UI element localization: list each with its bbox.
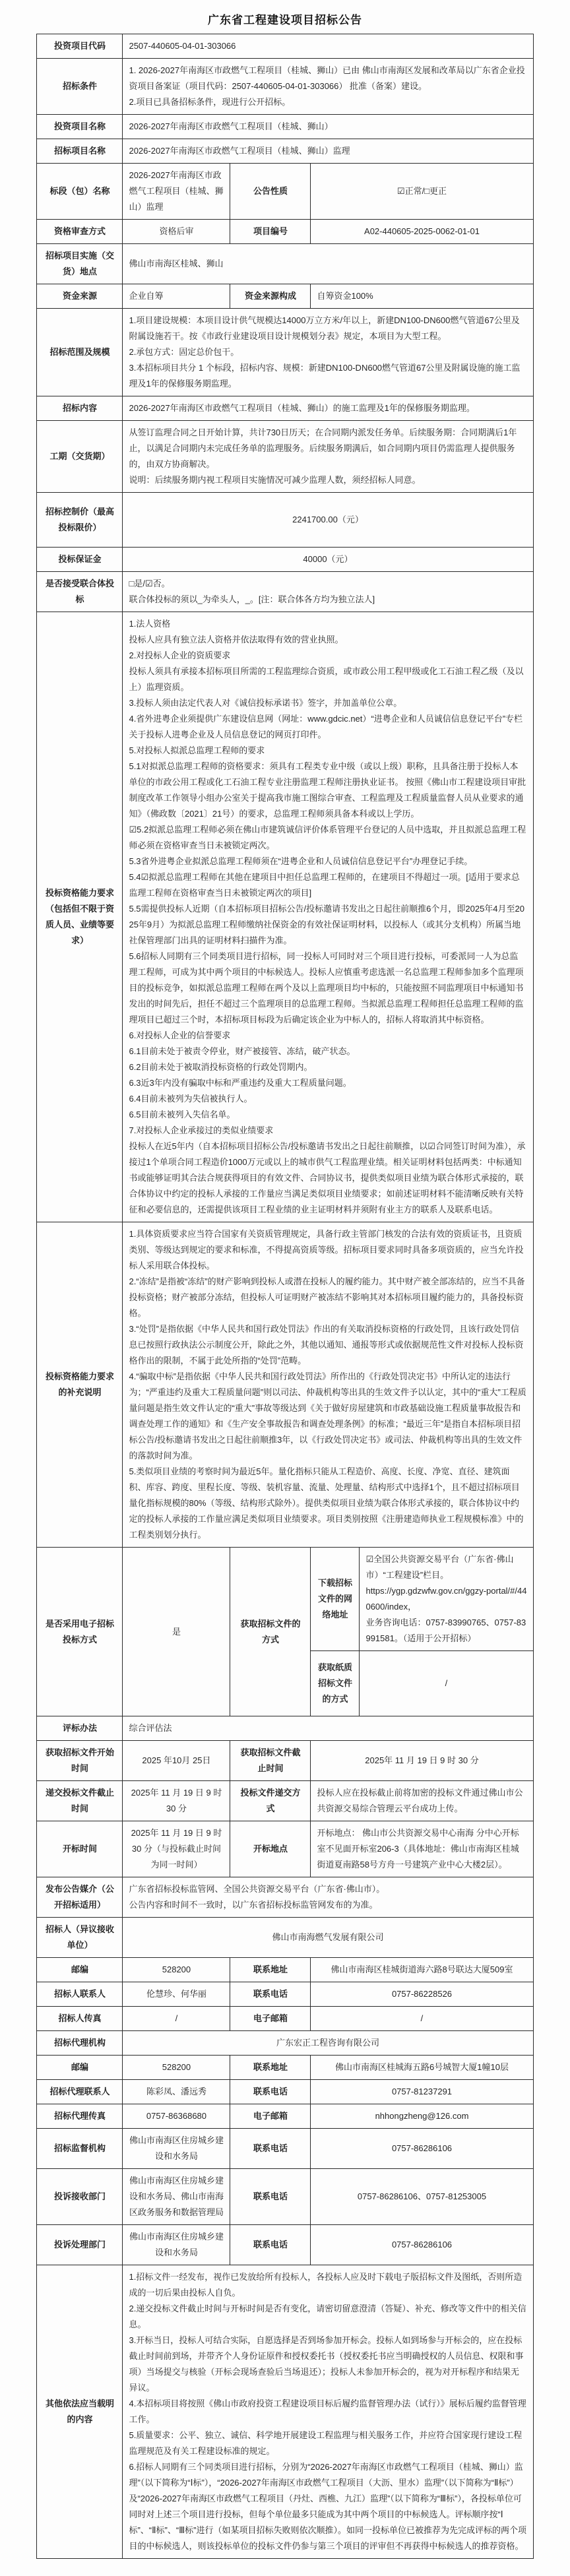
table-row [37,2056,533,2080]
tenderer-phone-value: 0757-86228526 [311,1982,533,2007]
complaint-handling-label: 投诉处理部门 [37,2225,123,2265]
paragraph: 6.3近3年内没有骗取中标和严重违约及重大工程质量问题。 [129,1078,352,1088]
obtain-start-label: 获取招标文件开始时间 [37,1741,123,1781]
paragraph: 1. 2026-2027年南海区市政燃气工程项目（桂城、狮山）已由 佛山市南海区发展和改革局以广东省企业投资项目备案证（项目代码：2507-440605-04-01-303066） 批准（备案）建设。 [129,65,525,91]
agency-address-value: 佛山市南海区桂城海五路6号城智大厦1幢10层 [311,2056,533,2080]
download-address-label: 下载招标文件的网络地址 [311,1548,360,1651]
tender-content-value: 2026-2027年南海区市政燃气工程项目（桂城、狮山）的施工监理及1年的保修服务期监理。 [123,396,533,421]
table-row [37,1982,533,2007]
investment-name-value: 2026-2027年南海区市政燃气工程项目（桂城、狮山） [123,115,533,139]
agency-address-label: 联系地址 [230,2056,311,2080]
obtain-method-label: 获取招标文件的方式 [230,1548,311,1716]
paragraph: 3.开标当日，投标人可结合实际，自愿选择是否到场参加开标会。投标人如到场参与开标会的，应在投标截止时间前到场，并带齐个人身份证原件和授权委托书（授权委托书应当明确授权的人员信息、权限和事项）当场提交与核验（开标会现场查验后当场退还）；投标人未参加开标会的，视为对开标程序和结果无异议。 [129,2335,524,2393]
table-row [37,164,533,220]
agency-fax-value: 0757-86368680 [123,2104,230,2129]
agency-email-value: nhhongzheng@126.com [311,2104,533,2129]
submission-method-label: 投标文件递交方式 [230,1781,311,1821]
tenderer-phone-label: 联系电话 [230,1982,311,2007]
table-row [37,284,533,309]
paragraph: 5.类似项目业绩的考察时间为最近5年。量化指标只能从工程造价、高度、长度、净宽、直径、建筑面积、库容、跨度、里程长度、等级、装机容量、流量、处理量、结构形式中选择1个，且不超过招标项目量化指标规模的80%（等级、结构形式除外）。提供类似项目业绩为联合体形式承接的，联合体协议中约定的投标人承接的工作量应满足类似项目业绩要求。项目类别按照《注册建造师执业工程规模标准》中的工程类别划分执行。 [129,1466,524,1540]
table-row [37,572,533,612]
paragraph: 2.对投标人企业的资质要求 [129,650,231,660]
control-price-value: 2241700.00（元） [123,493,533,548]
table-row [37,2129,533,2169]
table-row [37,2080,533,2104]
table-row [37,220,533,244]
table-row [37,1222,533,1548]
paragraph: 广东省招标投标监管网、全国公共资源交易平台（广东省·佛山市）。 [129,1884,385,1894]
paragraph: 4.“骗取中标”是指依据《中华人民共和国行政处罚法》所作出的《行政处罚决定书》中所认定的违法行为；“严重违约及重大工程质量问题”则以司法、仲裁机构等出具的生效文件予以认定，其中的“重大”工程质量问题是指生效文件认定的“重大”事故等级达到《关于做好房屋建筑和市政基础设施工程质量事故报告和调查处理工作的通知》和《生产安全事故报告和调查处理条例》的标准；“最近三年”是指自本招标项目招标公告/投标邀请书发出之日起往前顺推3年，以《行政处罚决定书》或司法、仲裁机构等出具的生效文件的落款时间为准。 [129,1371,526,1461]
paragraph: 业务咨询电话：0757-83990765、0757-83991581。（适用于公开招标） [365,1618,526,1643]
tender-project-name-label: 招标项目名称 [37,139,123,164]
table-row [37,2104,533,2129]
electronic-bidding-value: 是 [123,1548,230,1716]
tender-project-name-value: 2026-2027年南海区市政燃气工程项目（桂城、狮山）监理 [123,139,533,164]
table-row [37,1716,533,1741]
funding-source-label: 资金来源 [37,284,123,309]
table-row [37,34,533,59]
paper-method-label: 获取纸质招标文件的方式 [311,1651,360,1716]
paragraph: 5.4☑拟派总监理工程师在其他在建项目中担任总监理工程师的，在建项目不得超过一项。[适用于要求总监理工程师在资格审查当日未被锁定两次的项目] [129,872,520,898]
complaint-receiving-phone-label: 联系电话 [230,2169,311,2225]
other-content-label: 其他依法应当载明的内容 [37,2265,123,2559]
paragraph: 5.3省外进粤企业拟派总监理工程师须在“进粤企业和人员诚信信息登记平台”办理登记手续。 [129,856,473,866]
tenderer-fax-value: / [123,2007,230,2031]
paragraph: 2.项目已具备招标条件，现进行公开招标。 [129,97,291,107]
paragraph: 6.招标人同期有三个同类项目进行招标，分别为“2026-2027年南海区市政燃气工程项目（桂城、狮山）监理”（以下简称为“Ⅰ标”），“2026-2027年南海区市政燃气工程项目（大沥、里水）监理”（以下简称为“Ⅱ标”）及“2026-2027年南海区市政燃气工程项目（丹灶、西樵、九江）监理”（以下简称为“Ⅲ标”），各投标单位可同时对上述三个项目进行投标，但每个单位最多只能成为其中两个项目的中标候选人。评标顺序按“Ⅰ标”、“Ⅱ标”、“Ⅲ标”进行（如某项目招标失败则依次顺推）。如同一投标单位已被推荐为先完成评标的两个项目的中标候选人，则该投标单位的投标文件仍参与第三个项目的评审但不再获得中标候选人的推荐资格。 [129,2462,526,2551]
paragraph: ☑全国公共资源交易平台（广东省·佛山市）“工程建设”栏目。 [365,1554,514,1580]
opening-time-label: 开标时间 [37,1821,123,1877]
download-address-value [360,1548,533,1651]
paragraph: 6.对投标人企业的信誉要求 [129,1030,231,1040]
paragraph: 1.具体资质要求应当符合国家有关资质管理规定，具备行政主管部门核发的合法有效的资质证书，且资质类别、等级达到规定的要求和标准，不得提高资质等级。招标项目要求同时具备多项资质的，应当允许投标人采用联合体投标。 [129,1229,524,1271]
paragraph: 投标人在近5年内（自本招标项目招标公告/投标邀请书发出之日起往前顺推，以☑合同签订时间为准），承接过1个单项合同工程造价1000万元或以上的城市供气工程监理业绩。相关证明材料包括两类：中标通知书或能够证明其合法合规获得项目的有效文件、合同协议书，提供类似项目业绩为联合体形式承接的，联合体协议中约定的投标人承接的工作量应当满足类似项目业绩要求；如前述证明材料不能清晰反映有关特征和必要信息的，还需提供该项目工程业绩的业主证明材料并须附有业主方的联系人及联系电话。 [129,1141,526,1214]
project-number-label: 项目编号 [230,220,311,244]
tenderer-fax-label: 招标人传真 [37,2007,123,2031]
investment-code-label: 投资项目代码 [37,34,123,59]
complaint-handling-phone-label: 联系电话 [230,2225,311,2265]
tenderer-postcode-value: 528200 [123,1958,230,1982]
notice-nature-value: ☑正常/□更正 [311,164,533,220]
paragraph: 5.1对拟派总监理工程师的资格要求：须具有工程类专业中级（或以上级）职称，且具备注册于投标人本单位的市政公用工程或化工石油工程专业注册监理工程师注册执业证书。 按照《佛山市工程建设项目审批制度改革工作领导小组办公室关于提高我市施工图综合审查、工程监理及工程质量监督人员从业要求的通知》（佛政数〔2021〕21号）的要求，总监理工程师须具备本科或以上学历。 [129,761,526,819]
qualification-review-label: 资格审查方式 [37,220,123,244]
paragraph: 5.5需提供投标人近期（自本招标项目招标公告/投标邀请书发出之日起往前顺推6个月，即2025年4月至2025年9月）为拟派总监理工程师缴纳社保资金的有效社保证明材料，以投标人（或其分支机构）所属当地社保管理部门出具的证明材料扫描件为准。 [129,904,524,945]
table-row [37,612,533,1222]
section-name-label: 标段（包）名称 [37,164,123,220]
qualification-requirements-label: 投标资格能力要求（包括但不限于资质人员、业绩等要求） [37,612,123,1222]
paragraph: 2.“冻结”是指被“冻结”的财产影响到投标人或潜在投标人的履约能力。其中财产被全部冻结的，应当不具备投标资格；财产被部分冻结，但投标人可证明财产被冻结不影响其对本招标项目履约能力的，具备投标资格。 [129,1276,525,1318]
complaint-handling-value: 佛山市南海区住房城乡建设和水务局 [123,2225,230,2265]
bid-bond-value: 40000（元） [123,548,533,572]
paragraph: 5.6招标人同期有三个同类项目进行招标，同一投标人可同时对三个项目进行投标，可委派同一人为总监理工程师，可成为其中两个项目的中标候选人。投标人应慎重考虑选派一名总监理工程师参加多个监理项目的投标竞争，如拟派总监理工程师在两个及以上监理项目均中标的，只能按照不同监理项目中标通知书发出的时间先后，担任不超过三个监理项目的总监理工程师。当拟派总监理工程师担任总监理工程师的监理项目已超过三个时，本招标项目标段为后确定该企业为中标人的，招标人将取消其中标资格。 [129,951,524,1024]
agency-value: 广东宏正工程咨询有限公司 [123,2031,533,2056]
submission-deadline-label: 递交投标文件截止时间 [37,1781,123,1821]
submission-deadline-value: 2025年 11 月 19 日 9 时 30 分 [123,1781,230,1821]
agency-contact-label: 招标代理联系人 [37,2080,123,2104]
table-row [37,2225,533,2265]
table-row [37,1741,533,1781]
supplementary-notes-label: 投标资格能力要求的补充说明 [37,1222,123,1548]
announcement-media-value [123,1877,533,1918]
notice-nature-label: 公告性质 [230,164,311,220]
electronic-bidding-label: 是否采用电子招标投标方式 [37,1548,123,1716]
tenderer-contact-value: 伦慧珍、何华丽 [123,1982,230,2007]
table-row [37,2031,533,2056]
funding-source-value: 企业自筹 [123,284,230,309]
qualification-review-value: 资格后审 [123,220,230,244]
table-row [37,115,533,139]
tender-conditions-label: 招标条件 [37,59,123,115]
tender-content-label: 招标内容 [37,396,123,421]
bid-bond-label: 投标保证金 [37,548,123,572]
paragraph: 1.项目建设规模：本项目设计供气规模达14000万立方米/年以上，新建DN100-DN600燃气管道67公里及附属设施若干。按《市政行业建设项目设计规模划分表》规定，本项目为大型工程。 [129,315,520,341]
evaluation-method-label: 评标办法 [37,1716,123,1741]
paragraph: 1.法人资格 [129,619,171,629]
paragraph: 2.递交投标文件截止时间与开标时间是否有变化，请密切留意澄清（答疑）、补充、修改等文件中的相关信息。 [129,2304,526,2329]
paragraph: 1.招标文件一经发布，视作已发放给所有投标人，各投标人应及时下载电子版招标文件及图纸，否则所造成的一切后果由投标人自负。 [129,2272,522,2298]
tenderer-contact-label: 招标人联系人 [37,1982,123,2007]
paragraph: 公告内容和时间不一致时，以广东省招标投标监管网发布的为准。 [129,1900,378,1910]
tenderer-email-label: 电子邮箱 [230,2007,311,2031]
opening-location-label: 开标地点 [230,1821,311,1877]
consortium-label: 是否接受联合体投标 [37,572,123,612]
agency-postcode-value: 528200 [123,2056,230,2080]
paragraph: 3.投标人须由法定代表人对《诚信投标承诺书》签字，并加盖单位公章。 [129,698,402,708]
paragraph: 6.2目前未处于被取消投标资格的行政处罚期内。 [129,1062,313,1072]
announcement-media-label: 发布公告媒介（公开招标适用） [37,1877,123,1918]
obtain-start-value: 2025 年10月 25日 [123,1741,230,1781]
agency-fax-label: 招标代理传真 [37,2104,123,2129]
project-number-value: A02-440605-2025-0062-01-01 [311,220,533,244]
paragraph: 投标人应具有独立法人资格并依法取得有效的营业执照。 [129,635,344,644]
table-row [37,309,533,396]
complaint-receiving-phone-value: 0757-86286106、0757-81253005 [311,2169,533,2225]
duration-label: 工期（交货期） [37,421,123,493]
tenderer-address-label: 联系地址 [230,1958,311,1982]
table-row [37,1548,533,1651]
paragraph: 4.本招标项目将按照《佛山市政府投资工程建设项目标后履约监督管理办法（试行）》展标后履约监督管理工作。 [129,2399,526,2424]
tenderer-value: 佛山市南海燃气发展有限公司 [123,1918,533,1958]
section-name-value: 2026-2027年南海区市政燃气工程项目（桂城、狮山）监理 [123,164,230,220]
agency-label: 招标代理机构 [37,2031,123,2056]
paragraph: 投标人须具有承接本招标项目所需的工程监理综合资质，或市政公用工程甲级或化工石油工程乙级（及以上）监理资质。 [129,666,524,692]
scope-scale-label: 招标范围及规模 [37,309,123,396]
agency-phone-label: 联系电话 [230,2080,311,2104]
download-url: https://ygp.gdzwfw.gov.cn/ggzy-portal/#/440600/index， [365,1586,527,1612]
investment-code-value: 2507-440605-04-01-303066 [123,34,533,59]
table-row [37,493,533,548]
tender-conditions-value [123,59,533,115]
agency-phone-value: 0757-81237291 [311,2080,533,2104]
paragraph: 联合体投标的须以_为牵头人，_。[注：联合体各方均为独立法人] [129,594,375,604]
agency-email-label: 电子邮箱 [230,2104,311,2129]
paragraph: 4.省外进粤企业须提供广东建设信息网（网址：www.gdcic.net）“进粤企业和人员诚信信息登记平台”专栏关于投标人进粤企业及人员信息登记的网页打印件。 [129,714,523,739]
paragraph: 5.对投标人拟派总监理工程师的要求 [129,745,265,755]
control-price-label: 招标控制价（最高投标限价） [37,493,123,548]
implementation-location-value: 佛山市南海区桂城、狮山 [123,244,533,284]
paragraph: 3.本招标项目共分 1 个标段，招标内容、规模：新建DN100-DN600燃气管道67公里及附属设施的施工监理及1年的保修服务期监理。 [129,363,521,389]
table-row [37,1918,533,1958]
paragraph: 2.承包方式：固定总价包干。 [129,347,239,357]
obtain-deadline-label: 获取招标文件截止时间 [230,1741,311,1781]
table-row [37,59,533,115]
table-row [37,1877,533,1918]
table-row [37,2169,533,2225]
table-row [37,1958,533,1982]
scope-scale-value [123,309,533,396]
funding-composition-value: 自筹资金100% [311,284,533,309]
table-row [37,396,533,421]
other-content-value [123,2265,533,2559]
tenderer-email-value: / [311,2007,533,2031]
table-row [37,244,533,284]
duration-value [123,421,533,493]
qualification-requirements-value [123,612,533,1222]
complaint-handling-phone-value: 0757-86286106 [311,2225,533,2265]
paragraph: 6.5目前未被列入失信名单。 [129,1110,236,1119]
paragraph: ☑5.2拟派总监理工程师必须在佛山市建筑诚信评价体系管理平台登记的人员中选取，并且拟派总监理工程师必须在资格审查当日未被锁定两次。 [129,825,526,850]
submission-method-value: 投标人应在投标截止前将加密的投标文件通过佛山市公共资源交易综合管理云平台成功上传。 [311,1781,533,1821]
paragraph: 6.1目前未处于被责令停业，财产被接管、冻结，破产状态。 [129,1046,356,1056]
table-row [37,2265,533,2559]
tenderer-label: 招标人（异议接收单位） [37,1918,123,1958]
supervision-phone-value: 0757-86286106 [311,2129,533,2169]
table-row [37,2007,533,2031]
implementation-location-label: 招标项目实施（交货）地点 [37,244,123,284]
table-row [37,421,533,493]
paragraph: □是/☑否。 [129,579,170,588]
table-row [37,548,533,572]
supplementary-notes-value [123,1222,533,1548]
obtain-deadline-value: 2025年 11 月 19 日 9 时 30 分 [311,1741,533,1781]
paper-method-value: / [360,1651,533,1716]
paragraph: 说明：后续服务期内视工程项目实施情况可减少监理人数，须经招标人同意。 [129,475,421,485]
supervision-phone-label: 联系电话 [230,2129,311,2169]
paragraph: 5.质量要求：公平、独立、诚信、科学地开展建设工程监理与相关服务工作，并应符合国家现行建设工程监理规范及有关工程建设标准的规定。 [129,2430,522,2456]
paragraph: 7.对投标人企业承接过的类似业绩要求 [129,1125,274,1135]
tenderer-address-value: 佛山市南海区桂城街道海六路8号联达大厦509室 [311,1958,533,1982]
supervision-agency-value: 佛山市南海区住房城乡建设和水务局 [123,2129,230,2169]
opening-time-value: 2025年 11 月 19 日 9 时 30 分（与投标截止时间为同一时间） [123,1821,230,1877]
table-row [37,1781,533,1821]
agency-contact-value: 陈彩凤、潘远秀 [123,2080,230,2104]
funding-composition-label: 资金来源构成 [230,284,311,309]
table-row [37,1821,533,1877]
tenderer-postcode-label: 邮编 [37,1958,123,1982]
paragraph: 6.4目前未被列为失信被执行人。 [129,1094,253,1104]
supervision-agency-label: 招标监督机构 [37,2129,123,2169]
complaint-receiving-label: 投诉接收部门 [37,2169,123,2225]
agency-postcode-label: 邮编 [37,2056,123,2080]
consortium-value [123,572,533,612]
table-row [37,139,533,164]
complaint-receiving-value: 佛山市南海区住房城乡建设和水务局、佛山市南海区政务服务和数据管理局 [123,2169,230,2225]
tender-announcement-table [36,34,533,2559]
paragraph: 3.“处罚”是指依据《中华人民共和国行政处罚法》作出的有关取消投标资格的行政处罚，且该行政处罚信息已按照行政执法公示制度公开，除此之外，其他以通知、通报等形式或依据规范性文件对投标人投标资格作出的限制，不属于此处所指的“处罚”范畴。 [129,1324,524,1366]
investment-name-label: 投资项目名称 [37,115,123,139]
page-title: 广东省工程建设项目招标公告 [208,14,362,26]
opening-location-value: 开标地点： 佛山市公共资源交易中心南海 分中心开标室不见面开标室206-3（具体地址：佛山市南海区桂城街道夏南路58号方舟一号建筑产业中心大楼2层）。 [311,1821,533,1877]
evaluation-method-value: 综合评估法 [123,1716,533,1741]
paragraph: 从签订监理合同之日开始计算，共计730日历天；在合同期内派发任务单。后续服务期：合同期满后1年止，以满足合同期内未完成任务单的监理服务。后续服务期满后，如合同期内项目仍需监理人提供服务的，由双方协商解决。 [129,427,517,469]
